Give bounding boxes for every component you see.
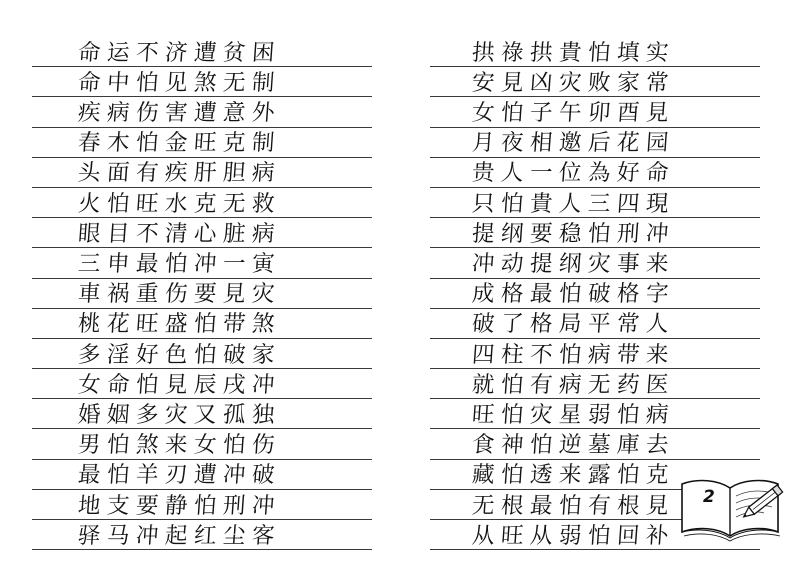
ruled-line	[430, 369, 760, 399]
verse-line: 从旺从弱怕回补	[471, 522, 676, 549]
ruled-line	[32, 97, 372, 127]
ruled-line	[430, 37, 760, 67]
verse-line: 月夜相邀后花园	[471, 130, 676, 157]
verse-line: 旺怕灾星弱怕病	[471, 401, 676, 428]
verse-line: 地支要静怕刑冲	[77, 492, 282, 519]
left-column	[32, 37, 372, 550]
verse-line: 四柱不怕病带来	[471, 341, 676, 368]
ruled-line	[32, 37, 372, 67]
ruled-line	[430, 279, 760, 309]
ruled-line	[32, 490, 372, 520]
ruled-line	[32, 248, 372, 278]
ruled-line	[430, 128, 760, 158]
ruled-line	[32, 339, 372, 369]
verse-line: 命中怕见煞无制	[77, 69, 282, 96]
ruled-line	[32, 158, 372, 188]
verse-line: 无根最怕有根見	[471, 492, 676, 519]
ruled-line	[32, 128, 372, 158]
verse-line: 冲动提纲灾事来	[471, 251, 676, 277]
verse-line: 食神怕逆墓庫去	[471, 432, 676, 459]
ruled-line	[430, 188, 760, 218]
verse-line: 三申最怕冲一寅	[77, 251, 282, 277]
ruled-line	[32, 369, 372, 399]
verse-line: 多淫好色怕破家	[77, 341, 282, 368]
verse-line: 提纲要稳怕刑冲	[471, 220, 676, 247]
verse-line: 男怕煞来女怕伤	[77, 432, 282, 459]
verse-line: 命运不济遭贫困	[77, 39, 282, 66]
verse-line: 成格最怕破格字	[471, 281, 676, 308]
ruled-line	[32, 429, 372, 459]
ruled-line	[430, 339, 760, 369]
verse-line: 疾病伤害遭意外	[77, 100, 282, 127]
verse-line: 桃花旺盛怕带煞	[77, 311, 282, 338]
open-book-pencil-icon	[678, 470, 786, 542]
ruled-line	[430, 218, 760, 248]
verse-line: 安見凶灾败家常	[471, 69, 676, 96]
ruled-line	[32, 218, 372, 248]
verse-line: 女怕子午卯酉見	[471, 100, 676, 127]
ruled-line	[32, 399, 372, 429]
verse-line: 春木怕金旺克制	[77, 130, 282, 157]
verse-line: 破了格局平常人	[471, 311, 676, 338]
ruled-line	[430, 158, 760, 188]
verse-line: 最怕羊刃遭冲破	[77, 462, 282, 489]
verse-line: 只怕貴人三四現	[471, 190, 676, 217]
ruled-line	[32, 67, 372, 97]
verse-line: 婚姻多灾又孤独	[77, 401, 282, 428]
verse-line: 火怕旺水克无救	[77, 190, 282, 217]
ruled-line	[430, 67, 760, 97]
verse-line: 眼目不清心脏病	[77, 220, 282, 247]
ruled-line	[430, 97, 760, 127]
ruled-line	[430, 429, 760, 459]
verse-line: 拱祿拱貴怕填实	[471, 39, 676, 66]
ruled-line	[430, 248, 760, 278]
ruled-line	[32, 520, 372, 550]
ruled-line	[32, 188, 372, 218]
ruled-line	[32, 279, 372, 309]
verse-line: 藏怕透来露怕克	[471, 462, 676, 489]
verse-line: 車祸重伤要見灾	[77, 281, 282, 308]
ruled-line	[430, 399, 760, 429]
verse-line: 女命怕見辰戌冲	[77, 371, 282, 398]
verse-line: 头面有疾肝胆病	[77, 160, 282, 187]
verse-line: 就怕有病无药医	[471, 371, 676, 398]
verse-line: 驿马冲起红尘客	[77, 522, 282, 549]
ruled-line	[32, 309, 372, 339]
ruled-line	[32, 460, 372, 490]
verse-line: 贵人一位為好命	[471, 160, 676, 187]
page-number: 2	[703, 487, 715, 507]
ruled-line	[430, 309, 760, 339]
